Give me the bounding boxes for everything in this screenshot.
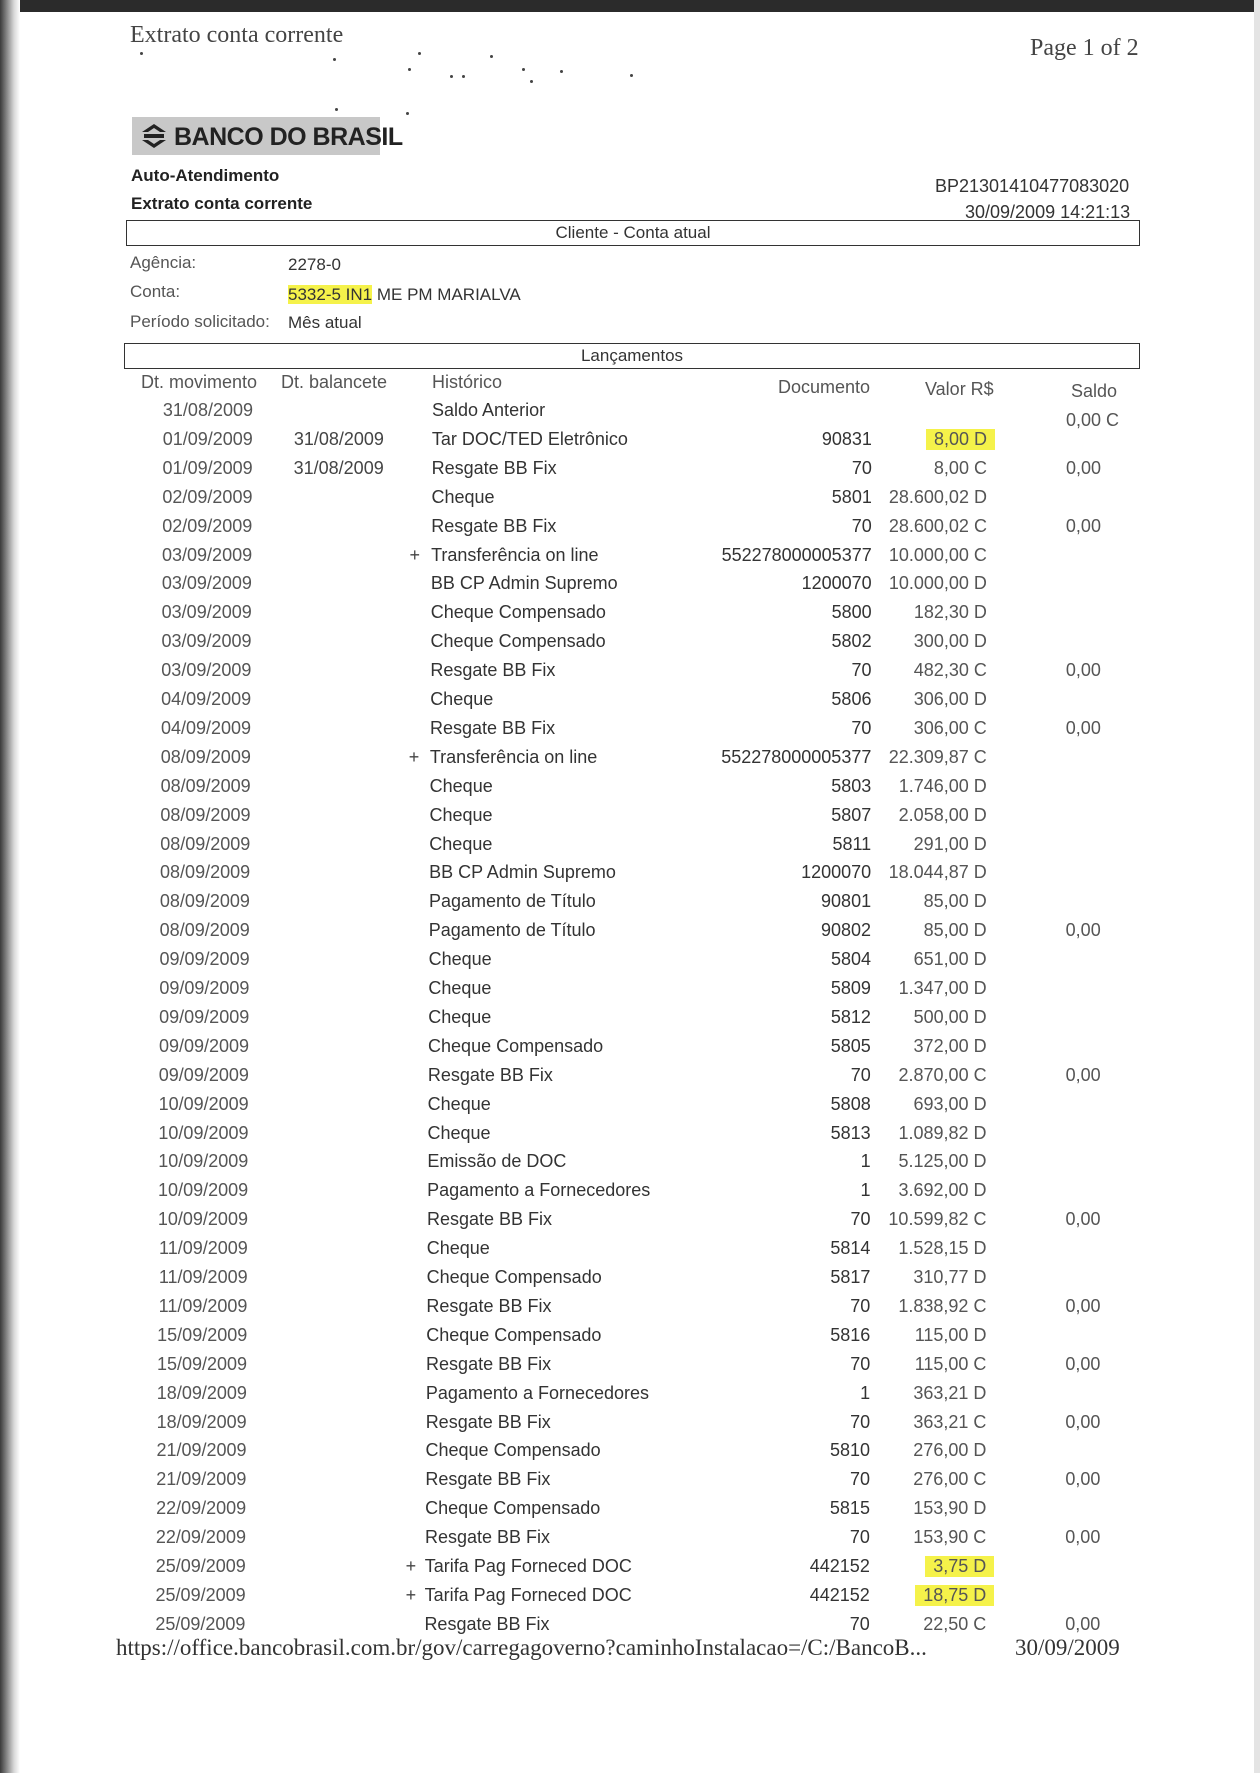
cell-saldo: 0,00 bbox=[1065, 1064, 1101, 1085]
browser-page-title: Extrato conta corrente bbox=[130, 22, 344, 48]
table-row bbox=[0, 1354, 1260, 1383]
cell-dt-movimento: 08/09/2009 bbox=[160, 775, 251, 796]
cell-historico: Pagamento de Título bbox=[428, 920, 596, 941]
cell-saldo: 0,00 bbox=[1065, 1411, 1101, 1432]
cell-dt-movimento: 09/09/2009 bbox=[158, 1035, 250, 1056]
table-row bbox=[0, 573, 1260, 602]
cell-documento: 1 bbox=[860, 1151, 871, 1172]
cell-valor: 1.746,00 D bbox=[898, 775, 987, 796]
cell-valor: 363,21 D bbox=[913, 1382, 987, 1403]
cell-documento: 442152 bbox=[809, 1556, 870, 1576]
cell-plus-marker: + bbox=[405, 1584, 417, 1605]
cell-historico: BB CP Admin Supremo bbox=[430, 573, 618, 594]
cell-historico: Cheque Compensado bbox=[425, 1498, 601, 1519]
table-row bbox=[0, 1325, 1260, 1354]
conta-number: 5332-5 IN1 bbox=[288, 285, 373, 304]
cell-historico: Resgate BB Fix bbox=[431, 457, 557, 478]
cell-dt-movimento: 02/09/2009 bbox=[162, 486, 253, 507]
cell-valor: 300,00 D bbox=[913, 631, 987, 652]
cell-dt-movimento: 08/09/2009 bbox=[159, 891, 250, 912]
cell-historico: Cheque Compensado bbox=[426, 1267, 602, 1287]
cell-dt-movimento: 25/09/2009 bbox=[155, 1556, 246, 1576]
report-id: BP21301410477083020 bbox=[935, 176, 1130, 196]
cell-dt-movimento: 09/09/2009 bbox=[158, 1064, 249, 1085]
table-row bbox=[0, 891, 1260, 920]
cell-saldo: 0,00 bbox=[1065, 1209, 1101, 1230]
cell-dt-movimento: 21/09/2009 bbox=[156, 1469, 247, 1490]
cell-documento: 5817 bbox=[830, 1267, 871, 1287]
col-header-documento: Documento bbox=[778, 377, 871, 397]
cell-saldo: 0,00 bbox=[1065, 1527, 1101, 1548]
cell-historico: Saldo Anterior bbox=[432, 400, 546, 420]
cell-valor: 1.347,00 D bbox=[898, 978, 987, 998]
conta-name: ME PM MARIALVA bbox=[376, 285, 521, 304]
cell-valor: 28.600,02 C bbox=[888, 515, 987, 536]
cell-documento: 70 bbox=[851, 515, 872, 536]
cell-valor: 310,77 D bbox=[913, 1267, 987, 1287]
cell-documento: 5803 bbox=[831, 775, 872, 796]
cell-valor: 306,00 D bbox=[913, 689, 987, 709]
cell-dt-movimento: 15/09/2009 bbox=[156, 1353, 248, 1374]
cell-documento: 70 bbox=[850, 1353, 871, 1374]
cell-dt-movimento: 08/09/2009 bbox=[159, 920, 250, 941]
cell-historico: Cheque bbox=[428, 978, 492, 998]
cell-historico: Cheque bbox=[429, 804, 493, 825]
cell-valor: 2.058,00 D bbox=[898, 804, 987, 825]
cell-dt-movimento: 04/09/2009 bbox=[161, 689, 252, 709]
table-row bbox=[0, 631, 1260, 660]
cell-documento: 90801 bbox=[821, 891, 872, 912]
col-header-saldo: Saldo bbox=[1071, 381, 1118, 401]
table-row bbox=[0, 1094, 1260, 1123]
cell-documento: 1 bbox=[860, 1382, 871, 1403]
col-header-historico: Histórico bbox=[432, 372, 503, 392]
cell-documento: 5812 bbox=[830, 1006, 871, 1027]
cell-documento: 70 bbox=[849, 1613, 870, 1634]
cell-dt-movimento: 11/09/2009 bbox=[158, 1267, 248, 1287]
cell-valor: 651,00 D bbox=[913, 949, 987, 970]
cell-saldo: 0,00 bbox=[1065, 1353, 1101, 1374]
page-number: Page 1 of 2 bbox=[1030, 35, 1139, 61]
cell-historico: Tarifa Pag Forneced DOC bbox=[424, 1556, 632, 1576]
cell-dt-balancete: 31/08/2009 bbox=[293, 457, 384, 478]
cell-historico: Cheque bbox=[429, 833, 493, 854]
table-row bbox=[0, 1036, 1260, 1065]
cell-dt-movimento: 09/09/2009 bbox=[159, 949, 250, 970]
cell-dt-movimento: 10/09/2009 bbox=[158, 1180, 249, 1201]
cell-documento: 5805 bbox=[830, 1035, 871, 1056]
cell-documento: 5814 bbox=[830, 1238, 871, 1259]
cell-documento: 442152 bbox=[809, 1584, 870, 1605]
cell-documento: 1200070 bbox=[801, 862, 872, 883]
cell-saldo: 0,00 bbox=[1065, 1469, 1101, 1490]
cell-historico: Resgate BB Fix bbox=[425, 1469, 551, 1490]
table-row bbox=[0, 1498, 1260, 1527]
cell-valor: 500,00 D bbox=[913, 1006, 987, 1027]
cell-historico: Cheque Compensado bbox=[428, 1035, 604, 1056]
cell-historico: Resgate BB Fix bbox=[426, 1353, 552, 1374]
cell-historico: Pagamento de Título bbox=[428, 891, 596, 912]
cell-valor: 8,00 D bbox=[926, 429, 995, 450]
cell-documento: 5800 bbox=[831, 602, 872, 623]
cell-documento: 70 bbox=[849, 1469, 871, 1490]
cell-valor: 291,00 D bbox=[913, 833, 987, 854]
cell-historico: Resgate BB Fix bbox=[431, 515, 557, 536]
cell-valor: 85,00 D bbox=[923, 891, 987, 912]
cell-historico: Tar DOC/TED Eletrônico bbox=[431, 428, 628, 449]
cell-valor: 3,75 D bbox=[925, 1556, 994, 1577]
table-row bbox=[0, 805, 1260, 834]
table-row bbox=[0, 487, 1260, 516]
cell-documento: 5813 bbox=[830, 1122, 871, 1143]
cell-valor: 1.528,15 D bbox=[898, 1238, 987, 1259]
table-row bbox=[0, 1267, 1260, 1296]
cell-saldo: 0,00 bbox=[1065, 1613, 1101, 1634]
cell-historico: Resgate BB Fix bbox=[425, 1411, 551, 1432]
table-row bbox=[0, 1412, 1260, 1441]
cell-documento: 5811 bbox=[832, 833, 872, 854]
cell-valor: 1.838,92 C bbox=[898, 1295, 987, 1316]
cell-dt-movimento: 09/09/2009 bbox=[159, 978, 250, 998]
cell-historico: Cheque Compensado bbox=[426, 1324, 602, 1345]
cell-dt-movimento: 08/09/2009 bbox=[160, 862, 251, 883]
table-row bbox=[0, 978, 1260, 1007]
periodo-value: Mês atual bbox=[288, 313, 362, 332]
cell-historico: Cheque Compensado bbox=[425, 1440, 601, 1461]
cell-valor: 115,00 D bbox=[914, 1324, 987, 1345]
cell-valor: 3.692,00 D bbox=[898, 1180, 987, 1201]
cell-dt-movimento: 25/09/2009 bbox=[155, 1584, 246, 1605]
cell-valor: 28.600,02 D bbox=[888, 486, 987, 507]
cell-saldo: 0,00 C bbox=[1066, 410, 1120, 430]
table-row bbox=[0, 1585, 1260, 1614]
cell-valor: 372,00 D bbox=[913, 1035, 987, 1056]
cell-historico: Cheque bbox=[428, 1006, 492, 1027]
cell-historico: Pagamento a Fornecedores bbox=[425, 1382, 650, 1403]
lancamentos-section-header bbox=[124, 343, 1140, 369]
cell-documento: 1 bbox=[860, 1180, 871, 1201]
table-row bbox=[0, 1209, 1260, 1238]
cell-documento: 70 bbox=[849, 1527, 870, 1548]
cell-valor: 18.044,87 D bbox=[888, 862, 987, 883]
cell-documento: 70 bbox=[851, 457, 872, 478]
periodo-label: Período solicitado: bbox=[130, 312, 270, 331]
cell-dt-movimento: 25/09/2009 bbox=[155, 1613, 246, 1634]
cell-plus-marker: + bbox=[408, 746, 420, 767]
cell-documento: 5801 bbox=[831, 486, 872, 507]
cell-dt-movimento: 09/09/2009 bbox=[159, 1006, 250, 1027]
footer-date: 30/09/2009 bbox=[1015, 1635, 1120, 1660]
cell-documento: 70 bbox=[850, 1295, 871, 1316]
cell-valor: 2.870,00 C bbox=[898, 1064, 987, 1085]
cell-documento: 552278000005377 bbox=[721, 544, 872, 565]
table-row bbox=[0, 1556, 1260, 1585]
cell-historico: Resgate BB Fix bbox=[424, 1613, 550, 1634]
cell-dt-movimento: 21/09/2009 bbox=[156, 1440, 247, 1461]
banco-do-brasil-logo-icon bbox=[140, 122, 168, 150]
cell-saldo: 0,00 bbox=[1065, 515, 1101, 536]
cell-valor: 22.309,87 C bbox=[888, 746, 987, 767]
cell-documento: 5810 bbox=[830, 1440, 871, 1461]
lancamentos-title: Lançamentos bbox=[580, 346, 684, 365]
table-row bbox=[0, 776, 1260, 805]
table-row bbox=[0, 1296, 1260, 1325]
col-header-dt-movimento: Dt. movimento bbox=[141, 372, 258, 392]
cell-dt-movimento: 18/09/2009 bbox=[156, 1411, 247, 1432]
table-row bbox=[0, 1440, 1260, 1469]
table-row bbox=[0, 545, 1260, 574]
table-row bbox=[0, 718, 1260, 747]
cell-documento: 70 bbox=[850, 1209, 871, 1230]
cell-documento: 70 bbox=[851, 660, 872, 681]
cell-historico: Cheque Compensado bbox=[430, 631, 606, 652]
bank-name: BANCO DO BRASIL bbox=[174, 123, 403, 151]
cell-historico: Resgate BB Fix bbox=[430, 660, 556, 681]
agencia-value: 2278-0 bbox=[288, 255, 341, 274]
cell-valor: 115,00 C bbox=[914, 1353, 987, 1374]
cell-historico: Resgate BB Fix bbox=[430, 717, 556, 738]
cell-documento: 90802 bbox=[820, 920, 872, 941]
cell-dt-movimento: 10/09/2009 bbox=[158, 1093, 249, 1114]
cell-valor: 276,00 C bbox=[913, 1469, 987, 1490]
cell-dt-movimento: 03/09/2009 bbox=[161, 573, 252, 594]
cell-valor: 10.000,00 C bbox=[888, 544, 987, 565]
cell-dt-movimento: 03/09/2009 bbox=[162, 544, 253, 565]
cell-dt-movimento: 10/09/2009 bbox=[158, 1122, 249, 1143]
cell-dt-balancete: 31/08/2009 bbox=[293, 428, 384, 449]
table-row bbox=[0, 1123, 1260, 1152]
footer-url: https://office.bancobrasil.com.br/gov/carregagoverno?caminhoInstalacao=/C:/BancoB... bbox=[116, 1635, 927, 1660]
cell-saldo: 0,00 bbox=[1065, 1295, 1101, 1316]
cell-valor: 153,90 C bbox=[913, 1527, 987, 1548]
client-section-title: Cliente - Conta atual bbox=[555, 223, 711, 242]
table-row bbox=[0, 1527, 1260, 1556]
cell-valor: 182,30 D bbox=[913, 602, 987, 623]
cell-valor: 5.125,00 D bbox=[898, 1151, 987, 1172]
cell-historico: Cheque bbox=[427, 1122, 491, 1143]
cell-documento: 70 bbox=[851, 717, 872, 738]
table-row bbox=[0, 834, 1260, 863]
cell-historico: Cheque Compensado bbox=[430, 602, 606, 623]
cell-valor: 22,50 C bbox=[923, 1613, 987, 1634]
cell-historico: Cheque bbox=[430, 689, 494, 709]
cell-documento: 5816 bbox=[830, 1324, 871, 1345]
cell-dt-movimento: 01/09/2009 bbox=[162, 428, 253, 449]
table-row bbox=[0, 1383, 1260, 1412]
col-header-valor: Valor R$ bbox=[925, 379, 994, 399]
cell-documento: 90831 bbox=[821, 428, 872, 449]
cell-documento: 552278000005377 bbox=[721, 746, 872, 767]
cell-valor: 85,00 D bbox=[923, 920, 987, 941]
cell-dt-movimento: 02/09/2009 bbox=[162, 515, 253, 536]
report-title: Extrato conta corrente bbox=[131, 194, 313, 213]
cell-dt-movimento: 11/09/2009 bbox=[159, 1238, 248, 1259]
conta-label: Conta: bbox=[130, 282, 181, 301]
table-row bbox=[0, 1151, 1260, 1180]
cell-plus-marker: + bbox=[409, 544, 420, 565]
cell-valor: 363,21 C bbox=[913, 1411, 987, 1432]
table-row bbox=[0, 1238, 1260, 1267]
cell-dt-movimento: 08/09/2009 bbox=[160, 746, 251, 767]
table-row bbox=[0, 747, 1260, 776]
cell-documento: 70 bbox=[850, 1064, 871, 1085]
cell-dt-movimento: 10/09/2009 bbox=[158, 1151, 249, 1172]
table-row bbox=[0, 949, 1260, 978]
cell-valor: 693,00 D bbox=[913, 1093, 987, 1114]
cell-historico: Resgate BB Fix bbox=[426, 1209, 553, 1230]
cell-valor: 1.089,82 D bbox=[898, 1122, 987, 1143]
conta-value bbox=[288, 285, 521, 305]
cell-dt-movimento: 01/09/2009 bbox=[162, 457, 253, 478]
cell-valor: 10.000,00 D bbox=[888, 573, 987, 594]
cell-dt-movimento: 10/09/2009 bbox=[157, 1209, 248, 1230]
cell-historico: Resgate BB Fix bbox=[427, 1064, 553, 1085]
cell-dt-movimento: 08/09/2009 bbox=[160, 804, 251, 825]
cell-historico: Cheque bbox=[431, 486, 495, 507]
service-label: Auto-Atendimento bbox=[131, 166, 280, 185]
cell-historico: Cheque bbox=[429, 775, 493, 796]
cell-dt-movimento: 08/09/2009 bbox=[160, 833, 251, 854]
table-row bbox=[0, 429, 1260, 458]
cell-valor: 482,30 C bbox=[913, 660, 987, 681]
cell-documento: 1200070 bbox=[801, 573, 872, 594]
table-row bbox=[0, 1007, 1260, 1036]
table-row bbox=[0, 862, 1260, 891]
col-header-dt-balancete: Dt. balancete bbox=[281, 372, 388, 392]
cell-plus-marker: + bbox=[405, 1556, 417, 1576]
table-row bbox=[0, 458, 1260, 487]
cell-valor: 153,90 D bbox=[913, 1498, 987, 1519]
cell-saldo: 0,00 bbox=[1065, 660, 1101, 681]
cell-historico: Pagamento a Fornecedores bbox=[427, 1180, 651, 1201]
cell-dt-movimento: 22/09/2009 bbox=[155, 1527, 246, 1548]
cell-saldo: 0,00 bbox=[1065, 717, 1101, 738]
cell-valor: 8,00 C bbox=[933, 457, 987, 478]
cell-dt-movimento: 04/09/2009 bbox=[160, 717, 252, 738]
cell-dt-movimento: 31/08/2009 bbox=[162, 400, 253, 420]
cell-historico: Emissão de DOC bbox=[427, 1151, 567, 1172]
table-row bbox=[0, 1469, 1260, 1498]
cell-saldo: 0,00 bbox=[1065, 920, 1101, 941]
table-row bbox=[0, 1180, 1260, 1209]
table-row bbox=[0, 400, 1260, 429]
scan-edge-top bbox=[0, 0, 1260, 12]
cell-valor: 276,00 D bbox=[913, 1440, 987, 1461]
cell-historico: Cheque bbox=[428, 949, 492, 970]
cell-dt-movimento: 22/09/2009 bbox=[156, 1498, 247, 1519]
cell-documento: 5815 bbox=[829, 1498, 870, 1519]
cell-documento: 5806 bbox=[831, 689, 872, 709]
cell-historico: Resgate BB Fix bbox=[424, 1527, 551, 1548]
client-section-header bbox=[126, 220, 1140, 246]
cell-documento: 5808 bbox=[830, 1093, 871, 1114]
cell-documento: 5802 bbox=[831, 631, 872, 652]
cell-dt-movimento: 03/09/2009 bbox=[161, 602, 252, 623]
table-row bbox=[0, 689, 1260, 718]
table-row bbox=[0, 516, 1260, 545]
cell-saldo: 0,00 bbox=[1065, 457, 1101, 478]
cell-historico: Resgate BB Fix bbox=[426, 1295, 552, 1316]
table-row bbox=[0, 602, 1260, 631]
report-datetime: 30/09/2009 14:21:13 bbox=[965, 202, 1131, 222]
cell-documento: 70 bbox=[850, 1411, 871, 1432]
cell-documento: 5809 bbox=[830, 978, 871, 998]
cell-historico: Transferência on line bbox=[431, 544, 599, 565]
cell-historico: Cheque bbox=[427, 1093, 491, 1114]
table-row bbox=[0, 1065, 1260, 1094]
cell-dt-movimento: 15/09/2009 bbox=[157, 1324, 248, 1345]
agencia-label: Agência: bbox=[130, 253, 197, 272]
cell-historico: Cheque bbox=[426, 1238, 490, 1259]
cell-historico: BB CP Admin Supremo bbox=[429, 862, 616, 883]
table-row bbox=[0, 920, 1260, 949]
cell-valor: 18,75 D bbox=[915, 1585, 994, 1606]
cell-dt-movimento: 03/09/2009 bbox=[161, 631, 252, 652]
cell-documento: 5804 bbox=[830, 949, 871, 970]
cell-documento: 5807 bbox=[831, 804, 872, 825]
table-row bbox=[0, 660, 1260, 689]
cell-dt-movimento: 03/09/2009 bbox=[161, 660, 252, 681]
bank-logo bbox=[132, 117, 403, 155]
cell-valor: 10.599,82 C bbox=[888, 1209, 987, 1230]
cell-dt-movimento: 11/09/2009 bbox=[158, 1295, 248, 1316]
cell-valor: 306,00 C bbox=[913, 717, 987, 738]
cell-historico: Tarifa Pag Forneced DOC bbox=[424, 1584, 632, 1605]
cell-historico: Transferência on line bbox=[429, 746, 598, 767]
cell-dt-movimento: 18/09/2009 bbox=[156, 1382, 247, 1403]
